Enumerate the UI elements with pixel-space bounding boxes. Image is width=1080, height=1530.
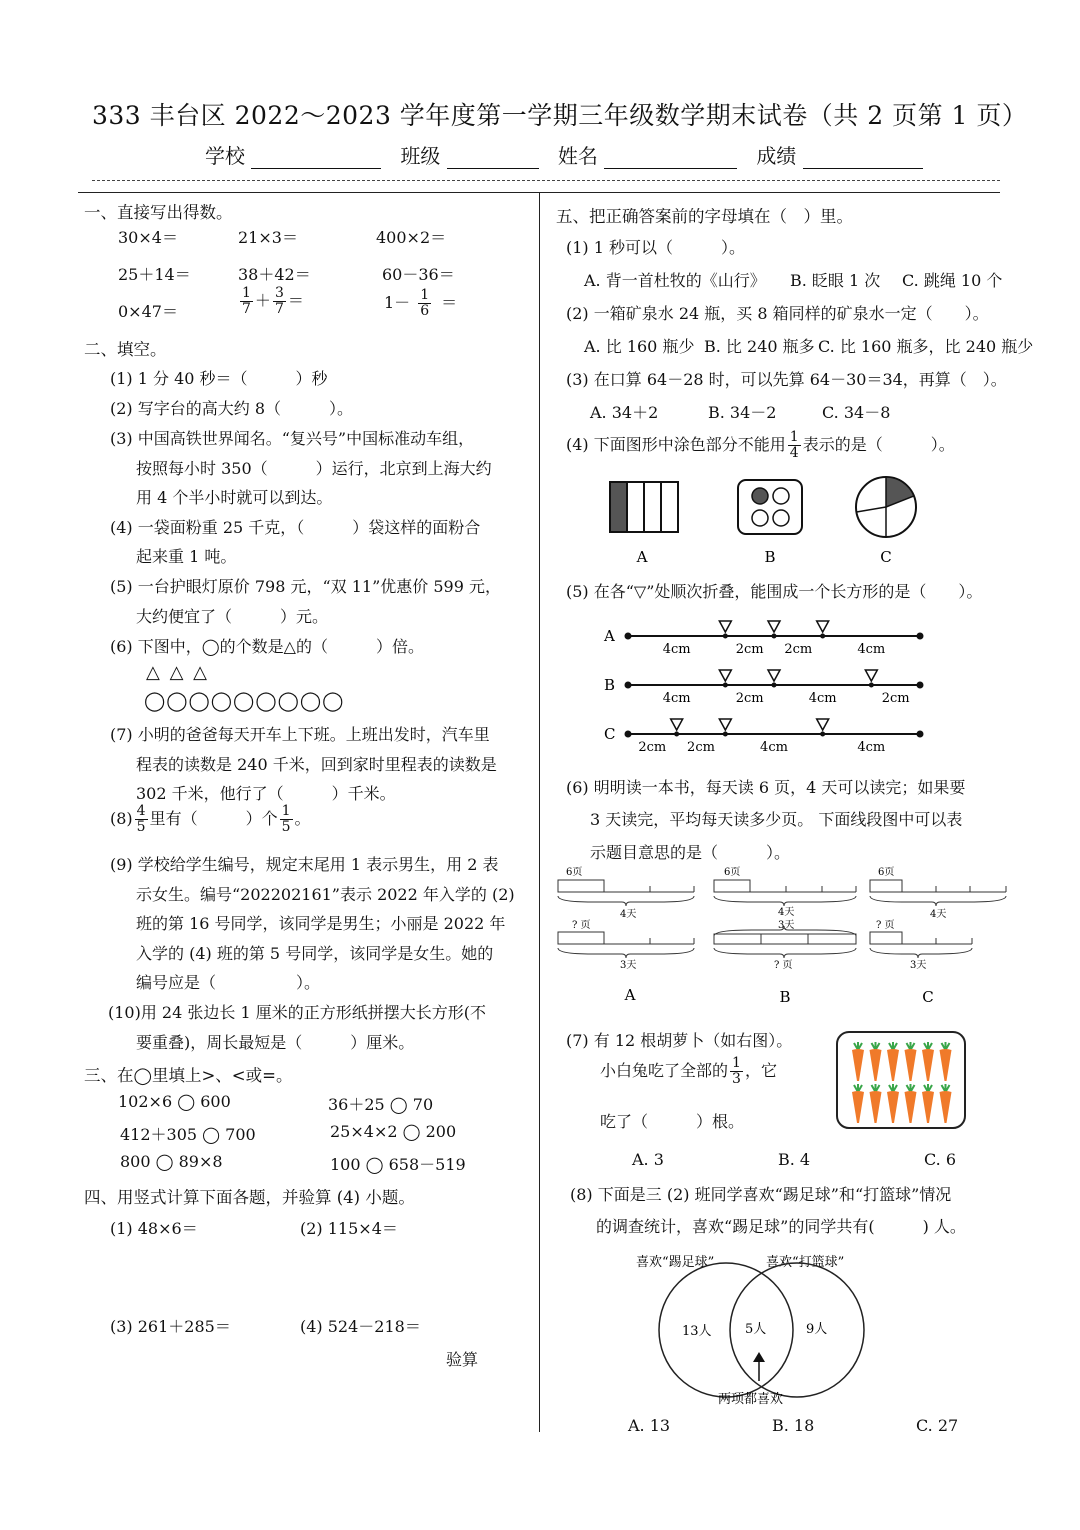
question-5-1: (1) 1 秒可以（ ）。: [566, 238, 746, 257]
diagram-label: B: [779, 988, 791, 1006]
fold-marker-icon: [719, 621, 731, 632]
segment-length: 2cm: [881, 691, 910, 706]
svg-text:3天: 3天: [778, 920, 795, 931]
shaded-part: [610, 482, 627, 532]
question-2-4: (4) 一袋面粉重 25 千克，（ ）袋这样的面粉合: [110, 518, 481, 537]
calc-fraction-item: $\frac{1}{7}$ ＋ $\frac{3}{7}$ ＝: [242, 285, 304, 317]
compare-item: 102×6 ◯ 600: [118, 1092, 231, 1111]
calc-item: 400×2＝: [376, 228, 447, 247]
fraction: $\frac{1}{5}$: [281, 803, 291, 835]
calc-fraction-item: 1－ $\frac{1}{6}$ ＝: [384, 287, 458, 319]
fraction: $\frac{1}{7}$: [242, 285, 251, 317]
fold-line-label: B: [604, 676, 616, 694]
calc-item: 60－36＝: [382, 265, 455, 284]
header-fields: [205, 140, 923, 169]
figure-label: C: [880, 548, 892, 566]
fold-point-dot: [820, 732, 825, 737]
option-a: A. 3: [632, 1150, 664, 1169]
segment-length: 4cm: [857, 740, 886, 755]
question-5-7-cont: 吃了（ ）根。: [600, 1112, 745, 1131]
question-5-6: (6) 明明读一本书，每天读 6 页，4 天可以读完；如果要: [566, 778, 966, 797]
venn-right-value: 9人: [806, 1322, 828, 1337]
fold-marker-icon: [768, 670, 780, 681]
fold-line-label: A: [604, 627, 615, 645]
option-c: C. 比 160 瓶多，比 240 瓶少: [818, 337, 1034, 356]
question-5-2: (2) 一箱矿泉水 24 瓶，买 8 箱同样的矿泉水一定（ ）。: [566, 304, 989, 323]
section1-heading: 一、直接写出得数。: [84, 203, 233, 222]
fold-point-dot: [723, 732, 728, 737]
endpoint-dot: [625, 731, 632, 738]
svg-text:4天: 4天: [620, 909, 637, 920]
section3-heading: 三、在◯里填上>、<或=。: [84, 1066, 293, 1085]
score-label: 成绩: [756, 144, 797, 168]
svg-text:6页: 6页: [878, 867, 895, 878]
circles-figure: ◯◯◯◯◯◯◯◯◯: [144, 690, 345, 712]
question-2-9: (9) 学校给学生编号，规定末尾用 1 表示男生，用 2 表: [110, 855, 499, 874]
option-c: C. 6: [924, 1150, 957, 1169]
option-b: B. 34－2: [708, 403, 777, 422]
question-5-4: (4) 下面图形中涂色部分不能用 $\frac{1}{4}$ 表示的是（ ）。: [566, 429, 955, 461]
school-label: 学校: [205, 144, 245, 168]
question-5-7-cont: 小白兔吃了全部的 $\frac{1}{3}$ ，它: [600, 1055, 777, 1087]
fraction: $\frac{3}{7}$: [274, 285, 284, 317]
segment-length: 2cm: [735, 642, 764, 657]
calc-item: 0×47＝: [118, 302, 178, 321]
endpoint-dot: [917, 731, 924, 738]
fold-point-dot: [772, 683, 777, 688]
segment-diagram-a: [558, 866, 694, 971]
endpoint-dot: [917, 682, 924, 689]
page-title: 333 丰台区 2022～2023 学年度第一学期三年级数学期末试卷（共 2 页第 1 页）: [92, 101, 1028, 130]
option-c: C. 跳绳 10 个: [902, 271, 1003, 290]
question-2-5: (5) 一台护眼灯原价 798 元，“双 11”优惠价 599 元，: [110, 577, 501, 596]
svg-text:6页: 6页: [724, 867, 741, 878]
question-2-9-cont: 班的第 16 号同学，该同学是男生；小丽是 2022 年: [136, 914, 506, 933]
segment-length: 4cm: [857, 642, 886, 657]
name-label: 姓名: [557, 144, 598, 168]
arrow-icon: [753, 1352, 765, 1362]
svg-text:4天: 4天: [778, 907, 795, 918]
question-2-2: (2) 写字台的高大约 8（ ）。: [110, 399, 354, 418]
fold-line-label: C: [604, 725, 616, 743]
segment-length: 2cm: [638, 740, 667, 755]
compare-item: 25×4×2 ◯ 200: [330, 1122, 457, 1141]
calc-item: 25＋14＝: [118, 265, 191, 284]
vertical-calc-item: (1) 48×6＝: [110, 1219, 198, 1238]
fold-point-dot: [723, 683, 728, 688]
fold-line-A: [603, 621, 924, 657]
segment-length: 4cm: [662, 691, 691, 706]
fold-line-B: [604, 670, 924, 706]
segment-length: 2cm: [735, 691, 764, 706]
question-2-9-cont: 示女生。编号“202202161”表示 2022 年入学的 (2): [136, 885, 515, 904]
fold-marker-icon: [865, 670, 877, 681]
figure-label: B: [764, 548, 776, 566]
question-2-3-cont: 按照每小时 350（ ）运行，北京到上海大约: [136, 459, 492, 478]
endpoint-dot: [917, 633, 924, 640]
svg-text:? 页: ? 页: [876, 920, 895, 931]
fold-point-dot: [820, 634, 825, 639]
figure-a: [610, 482, 678, 532]
endpoint-dot: [625, 633, 632, 640]
option-b: B. 4: [778, 1150, 811, 1169]
compare-item: 36＋25 ◯ 70: [328, 1095, 434, 1114]
school-field[interactable]: [251, 148, 381, 169]
fold-marker-icon: [817, 719, 829, 730]
folding-lines: [596, 618, 936, 758]
question-2-9-cont: 入学的 (4) 班的第 5 号同学，该同学是女生。她的: [136, 944, 494, 963]
question-2-3-cont: 用 4 个半小时就可以到达。: [136, 488, 333, 507]
figure-c: [856, 477, 916, 537]
endpoint-dot: [625, 682, 632, 689]
option-c: C. 34－8: [822, 403, 891, 422]
dashed-divider: [92, 180, 1000, 181]
option-b: B. 18: [772, 1416, 815, 1435]
svg-text:4天: 4天: [930, 909, 947, 920]
option-a: A. 13: [628, 1416, 671, 1435]
question-2-5-cont: 大约便宜了（ ）元。: [136, 607, 329, 626]
venn-mid-value: 5人: [745, 1322, 767, 1337]
fold-point-dot: [772, 634, 777, 639]
compare-item: 100 ◯ 658－519: [330, 1155, 466, 1174]
question-5-3: (3) 在口算 64－28 时，可以先算 64－30＝34，再算（ ）。: [566, 370, 1007, 389]
segment-length: 4cm: [808, 691, 837, 706]
segment-diagrams: [552, 862, 1012, 1008]
question-5-8: (8) 下面是三 (2) 班同学喜欢“踢足球”和“打篮球”情况: [570, 1185, 952, 1204]
option-a: A. 34＋2: [590, 403, 659, 422]
fold-marker-icon: [719, 670, 731, 681]
venn-left-circle: [659, 1263, 793, 1397]
class-label: 班级: [400, 144, 441, 168]
question-5-7: (7) 有 12 根胡萝卜（如右图）。: [566, 1031, 793, 1050]
column-divider: [539, 192, 540, 1432]
figure-label: A: [636, 548, 648, 566]
segment-length: 2cm: [687, 740, 715, 755]
question-2-7: (7) 小明的爸爸每天开车上下班。上班出发时，汽车里: [110, 725, 490, 744]
segment-diagram-c: [870, 866, 1006, 971]
segment-length: 2cm: [784, 642, 813, 657]
option-b: B. 比 240 瓶多: [704, 337, 815, 356]
diagram-label: A: [624, 986, 636, 1004]
calc-item: 38＋42＝: [238, 265, 311, 284]
vertical-calc-item: (4) 524－218＝: [300, 1317, 421, 1336]
question-2-9-cont: 编号应是（ ）。: [136, 973, 321, 992]
venn-diagram: [620, 1248, 900, 1412]
section4-heading: 四、用竖式计算下面各题，并验算 (4) 小题。: [84, 1188, 415, 1207]
fraction: $\frac{1}{3}$: [732, 1055, 741, 1087]
fold-marker-icon: [671, 719, 683, 730]
question-2-6: (6) 下图中，◯的个数是△的（ ）倍。: [110, 637, 424, 656]
question-2-8: (8) $\frac{4}{5}$ 里有（ ）个 $\frac{1}{5}$ 。: [110, 803, 311, 835]
venn-left-value: 13人: [682, 1324, 712, 1339]
venn-left-title: 喜欢“踢足球”: [636, 1255, 715, 1270]
venn-both-label: 两项都喜欢: [718, 1392, 784, 1407]
svg-text:? 页: ? 页: [774, 960, 793, 971]
calc-item: 21×3＝: [238, 228, 298, 247]
question-2-4-cont: 起来重 1 吨。: [136, 547, 237, 566]
segment-diagram-b: [714, 866, 856, 971]
fraction: $\frac{1}{6}$: [420, 287, 430, 319]
fold-marker-icon: [719, 719, 731, 730]
name-field[interactable]: [604, 148, 737, 169]
class-field[interactable]: [447, 148, 539, 169]
compare-item: 800 ◯ 89×8: [120, 1152, 223, 1171]
section5-heading: 五、把正确答案前的字母填在（ ）里。: [556, 207, 853, 226]
svg-text:? 页: ? 页: [572, 920, 591, 931]
fold-point-dot: [869, 683, 874, 688]
shading-figures: [600, 474, 930, 570]
fold-marker-icon: [768, 621, 780, 632]
question-2-1: (1) 1 分 40 秒＝（ ）秒: [110, 369, 328, 388]
fraction: $\frac{1}{4}$: [789, 429, 799, 461]
fold-point-dot: [674, 732, 679, 737]
fold-point-dot: [723, 634, 728, 639]
diagram-label: C: [922, 988, 934, 1006]
compare-item: 412＋305 ◯ 700: [120, 1125, 256, 1144]
figure-b: [738, 480, 802, 534]
check-label: 验算: [446, 1350, 479, 1369]
question-2-10-cont: 要重叠)，周长最短是（ ）厘米。: [136, 1033, 415, 1052]
fold-marker-icon: [817, 621, 829, 632]
question-5-6-cont: 示题目意思的是（ ）。: [590, 843, 791, 862]
question-5-8-cont: 的调查统计，喜欢“踢足球”的同学共有( ) 人。: [596, 1217, 966, 1236]
svg-text:6页: 6页: [566, 867, 583, 878]
calc-item: 30×4＝: [118, 228, 178, 247]
option-a: A. 背一首杜牧的《山行》: [584, 271, 766, 290]
triangles-figure: △ △ △: [146, 662, 209, 683]
option-c: C. 27: [916, 1416, 959, 1435]
carrots-figure: [836, 1031, 966, 1129]
fold-line-C: [604, 719, 924, 755]
option-a: A. 比 160 瓶少: [584, 337, 695, 356]
question-2-7-cont: 302 千米，他行了（ ）千米。: [136, 784, 396, 803]
vertical-calc-item: (2) 115×4＝: [300, 1219, 398, 1238]
question-5-6-cont: 3 天读完，平均每天读多少页。 下面线段图中可以表: [590, 810, 963, 829]
venn-right-title: 喜欢“打篮球”: [766, 1255, 845, 1270]
svg-text:3天: 3天: [910, 960, 927, 971]
segment-length: 4cm: [662, 642, 691, 657]
question-2-10: (10)用 24 张边长 1 厘米的正方形纸拼摆大长方形(不: [108, 1003, 486, 1022]
option-b: B. 眨眼 1 次: [790, 271, 881, 290]
segment-length: 4cm: [760, 740, 788, 755]
vertical-calc-item: (3) 261＋285＝: [110, 1317, 231, 1336]
question-2-3: (3) 中国高铁世界闻名。“复兴号”中国标准动车组，: [110, 429, 475, 448]
svg-text:3天: 3天: [620, 960, 637, 971]
question-2-7-cont: 程表的读数是 240 千米，回到家时里程表的读数是: [136, 755, 497, 774]
section2-heading: 二、填空。: [84, 340, 167, 359]
fraction: $\frac{4}{5}$: [136, 803, 146, 835]
question-5-5: (5) 在各“▽”处顺次折叠，能围成一个长方形的是（ ）。: [566, 582, 983, 601]
score-field[interactable]: [803, 148, 923, 169]
